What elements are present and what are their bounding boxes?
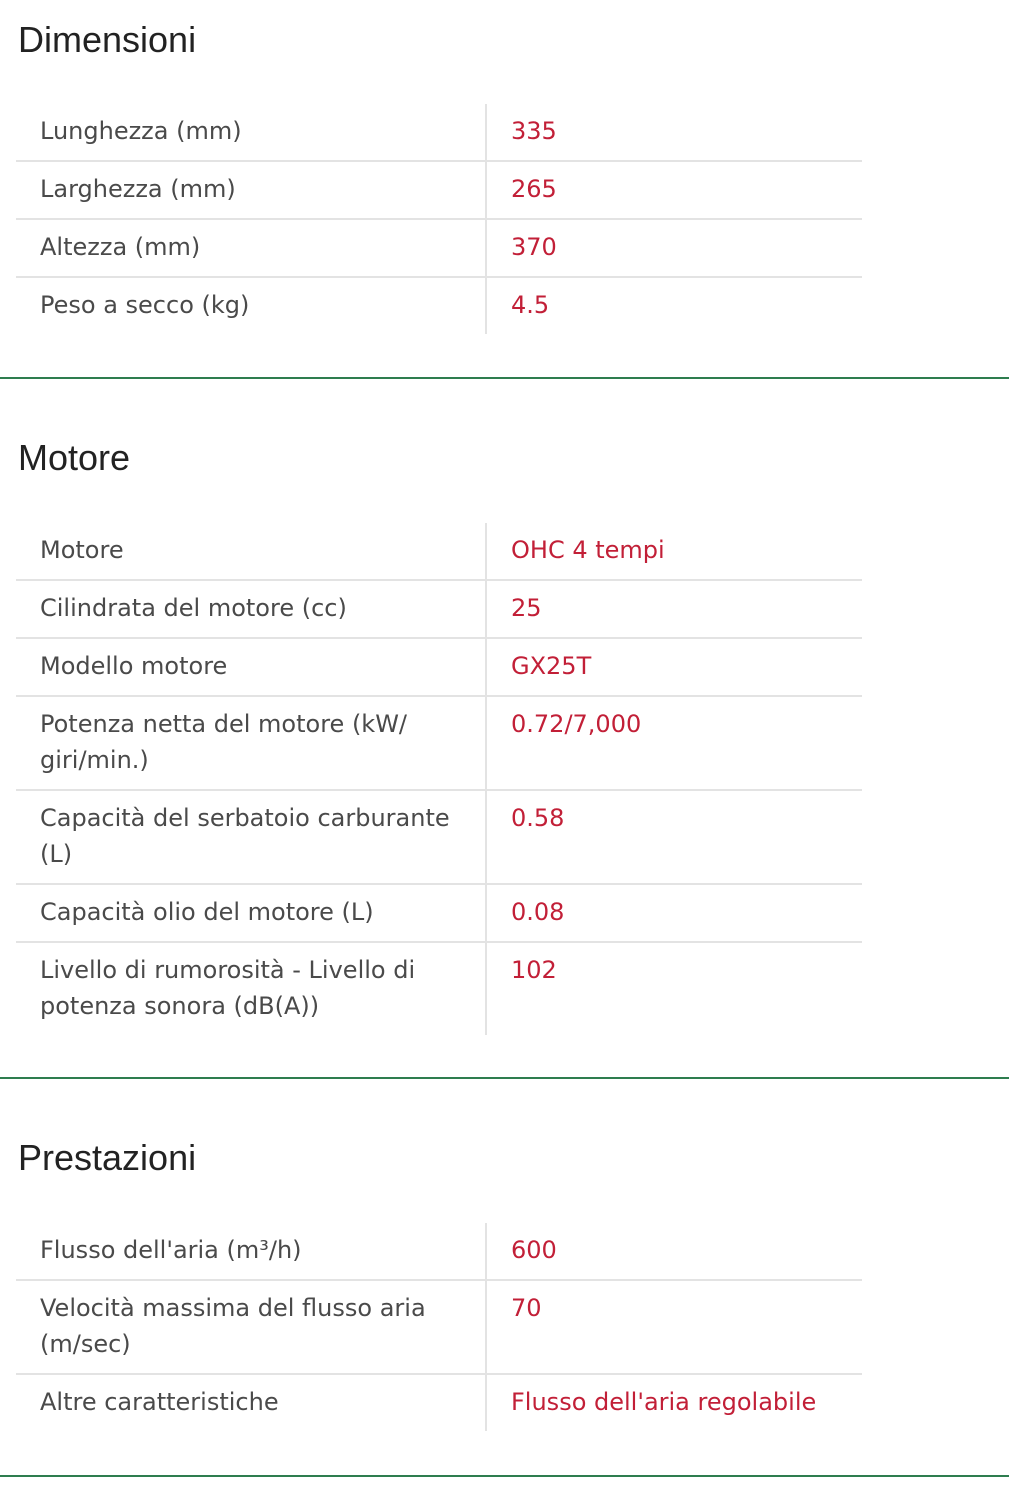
spec-label: Altezza (mm) (16, 219, 486, 277)
spec-value: Flusso dell'aria regolabile (486, 1374, 862, 1431)
spec-value: OHC 4 tempi (486, 523, 862, 580)
spec-value: 102 (486, 942, 862, 1035)
section-divider (0, 1077, 1009, 1079)
spec-table (16, 523, 862, 1035)
spec-label: Velocità massima del flusso aria (m/sec) (16, 1280, 486, 1374)
table-row (16, 1374, 862, 1431)
table-row (16, 942, 862, 1035)
section-prestazioni (0, 1080, 1009, 1497)
table-row (16, 1223, 862, 1280)
table-row (16, 696, 862, 790)
spec-table (16, 104, 862, 334)
table-row (16, 580, 862, 638)
spec-label: Lunghezza (mm) (40, 117, 242, 145)
spec-value: 25 (486, 580, 862, 638)
table-row (16, 884, 862, 942)
spec-value: 600 (486, 1223, 862, 1280)
table-row (16, 523, 862, 580)
spec-value: 370 (486, 219, 862, 277)
section-title: Motore (18, 437, 131, 478)
table-row (16, 638, 862, 696)
section-motore (0, 380, 1009, 1080)
spec-table (16, 1223, 862, 1431)
spec-label: Peso a secco (kg) (16, 277, 486, 334)
spec-value: 70 (486, 1280, 862, 1374)
section-title: Dimensioni (18, 19, 197, 60)
spec-label: Motore (40, 536, 124, 564)
table-row (16, 790, 862, 884)
spec-value: GX25T (486, 638, 862, 696)
spec-value: 0.58 (486, 790, 862, 884)
spec-value: 265 (486, 161, 862, 219)
table-row (16, 161, 862, 219)
spec-label: Capacità del serbatoio carburante (L) (16, 790, 486, 884)
spec-label: Larghezza (mm) (16, 161, 486, 219)
spec-label: Capacità olio del motore (L) (16, 884, 486, 942)
spec-value: 0.72/7,000 (486, 696, 862, 790)
section-title: Prestazioni (18, 1137, 197, 1178)
table-row (16, 277, 862, 334)
table-row (16, 1280, 862, 1374)
spec-value: 4.5 (486, 277, 862, 334)
table-row (16, 219, 862, 277)
spec-label: Flusso dell'aria (m³/h) (40, 1236, 302, 1264)
table-row (16, 104, 862, 161)
spec-label: Potenza netta del motore (kW/ giri/min.) (16, 696, 486, 790)
spec-value: 0.08 (486, 884, 862, 942)
spec-label: Altre caratteristiche (16, 1374, 486, 1431)
section-divider (0, 1475, 1009, 1477)
spec-label: Modello motore (16, 638, 486, 696)
spec-value: 335 (486, 104, 862, 161)
section-dimensioni (0, 0, 1009, 380)
spec-label: Livello di rumorosità - Livello di potenza sonora (dB(A)) (16, 942, 486, 1035)
section-divider (0, 377, 1009, 379)
spec-label: Cilindrata del motore (cc) (16, 580, 486, 638)
